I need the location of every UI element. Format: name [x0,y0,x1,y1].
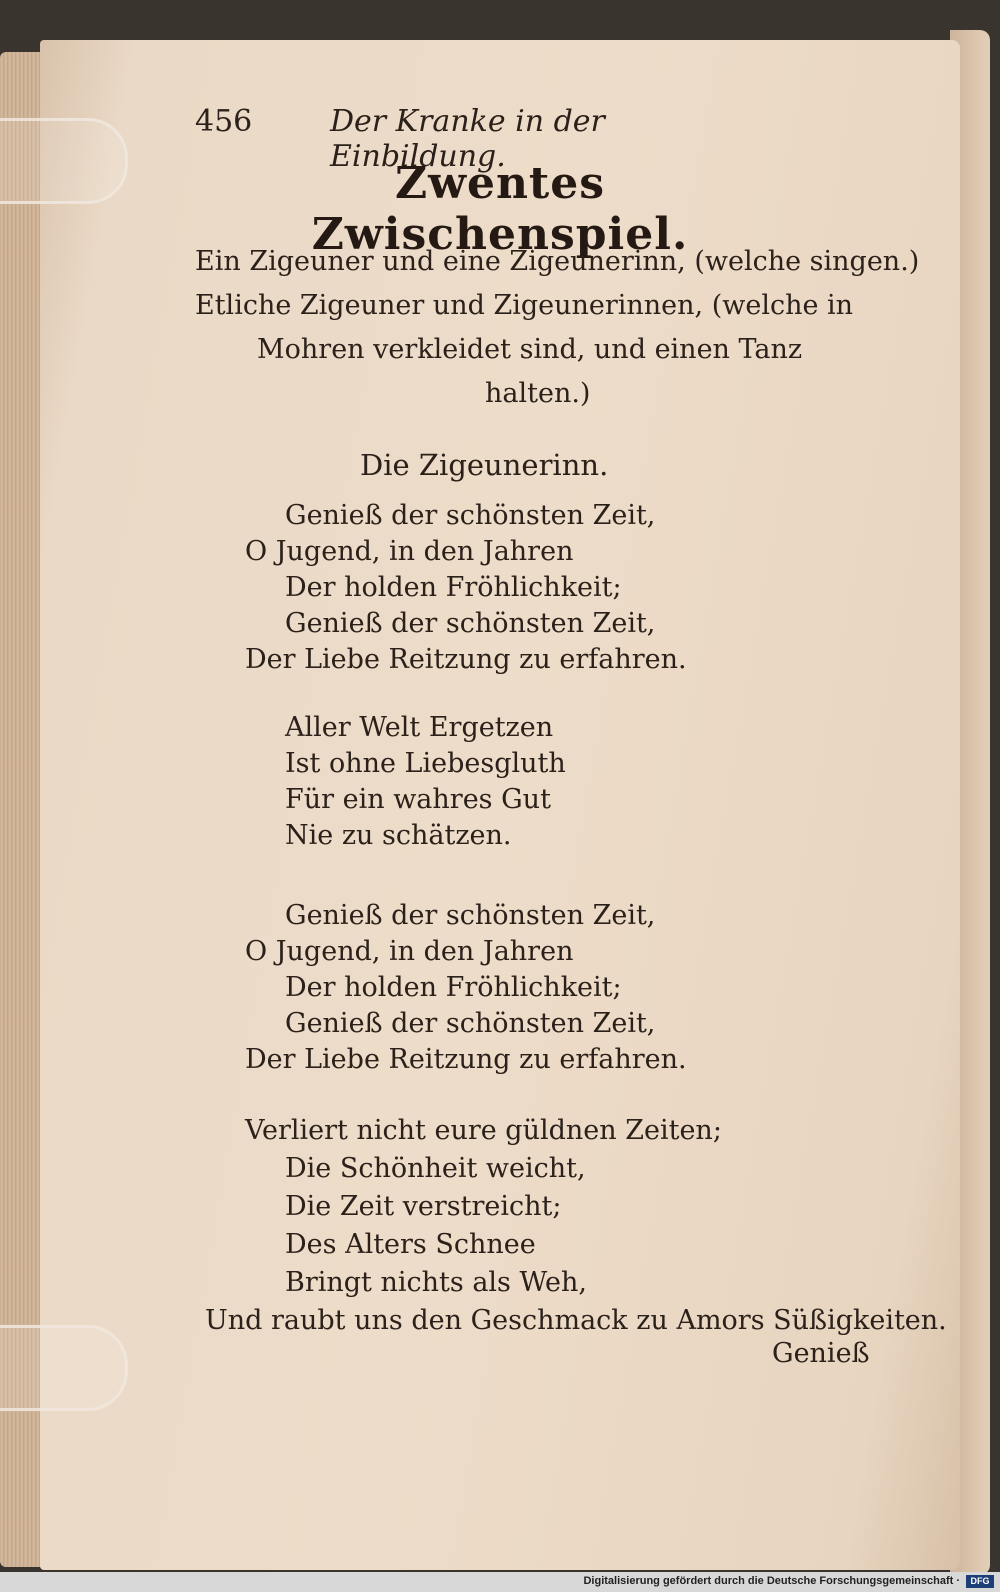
verse-line: Genieß der schönsten Zeit, [285,1008,656,1039]
dfg-logo-icon: DFG [966,1575,994,1588]
verse-line: Der holden Fröhlichkeit; [285,972,622,1003]
verse-line: Aller Welt Ergetzen [285,712,554,743]
cast-line: halten.) [485,378,591,409]
book-clip-bottom [0,1325,128,1411]
verse-line: Verliert nicht eure güldnen Zeiten; [245,1115,722,1146]
digitization-footer [0,1572,1000,1592]
verse-line: Genieß der schönsten Zeit, [285,900,656,931]
verse-line: Ist ohne Liebesgluth [285,748,566,779]
verse-line: Bringt nichts als Weh, [285,1267,587,1298]
verse-line: Die Zeit verstreicht; [285,1191,562,1222]
footer-credit: Digitalisierung gefördert durch die Deutsche Forschungsgemeinschaft · [583,1575,960,1587]
section-title: Zwentes Zwischenspiel. [311,158,689,260]
book-clip-top [0,118,128,204]
stanza-1 [245,498,687,678]
cast-description [195,240,920,416]
verse-line: Der holden Fröhlichkeit; [285,572,622,603]
catchword: Genieß [772,1338,870,1369]
verse-line: Der Liebe Reitzung zu erfahren. [245,1044,687,1075]
verse-line: Und raubt uns den Geschmack zu Amors Süßigkeiten. [205,1305,947,1336]
stanza-3 [245,898,687,1078]
stanza-4 [205,1112,947,1340]
cast-line: Mohren verkleidet sind, und einen Tanz [257,334,803,365]
verse-line: Für ein wahres Gut [285,784,551,815]
verse-line: Des Alters Schnee [285,1229,536,1260]
running-title: Der Kranke in der Einbildung. [330,104,605,174]
page-number: 456 [195,104,253,139]
speaker-name: Die Zigeunerinn. [360,448,609,482]
verse-line: Der Liebe Reitzung zu erfahren. [245,644,687,675]
verse-line: Genieß der schönsten Zeit, [285,500,656,531]
running-head [195,104,760,174]
cast-line: Ein Zigeuner und eine Zigeunerinn, (welche singen.) [195,246,920,277]
cast-line: Etliche Zigeuner und Zigeunerinnen, (welche in [195,290,854,321]
verse-line: Die Schönheit weicht, [285,1153,586,1184]
verse-line: Genieß der schönsten Zeit, [285,608,656,639]
verse-line: Nie zu schätzen. [285,820,512,851]
verse-line: O Jugend, in den Jahren [245,536,574,567]
stanza-2 [285,710,566,854]
verse-line: O Jugend, in den Jahren [245,936,574,967]
